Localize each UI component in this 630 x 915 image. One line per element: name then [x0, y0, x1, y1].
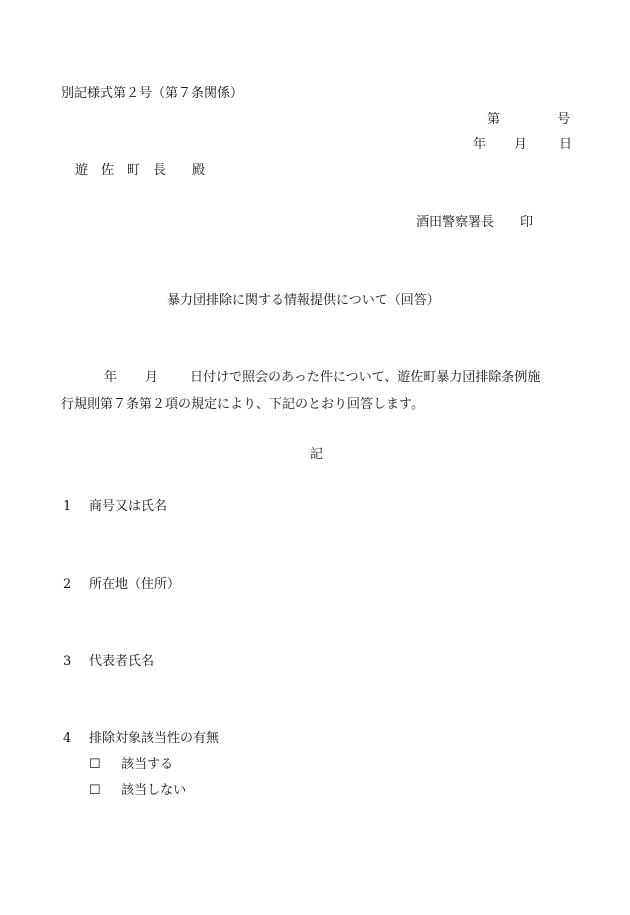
- item-4-label: 排除対象該当性の有無: [89, 731, 220, 746]
- ki-heading: 記: [310, 447, 324, 462]
- option-applicable: [89, 757, 173, 773]
- item-1-num: 1: [63, 499, 72, 514]
- item-1-label: 商号又は氏名: [89, 499, 168, 514]
- date-month: 月: [514, 137, 528, 152]
- document-title: 暴力団排除に関する情報提供について（回答）: [167, 293, 440, 308]
- body-year: 年: [104, 370, 118, 385]
- date-day: 日: [559, 137, 573, 152]
- form-label: 別記様式第２号（第７条関係）: [61, 86, 244, 101]
- addressee: 遊 佐 町 長 殿: [75, 163, 206, 178]
- option-applicable-label: 該当する: [121, 757, 174, 772]
- checkbox-applicable[interactable]: ☐: [89, 757, 101, 772]
- body-month: 月: [145, 370, 159, 385]
- date-year: 年: [473, 137, 487, 152]
- item-3-num: 3: [63, 654, 72, 669]
- body-line2: 行規則第７条第２項の規定により、下記のとおり回答します。: [61, 397, 424, 412]
- sender: 酒田警察署長 印: [416, 215, 534, 230]
- option-not-applicable-label: 該当しない: [121, 783, 187, 798]
- number-suffix: 号: [557, 112, 571, 127]
- item-3-label: 代表者氏名: [89, 654, 155, 669]
- checkbox-not-applicable[interactable]: ☐: [89, 783, 101, 798]
- number-prefix: 第: [487, 112, 501, 127]
- item-2-num: 2: [63, 577, 72, 592]
- option-not-applicable: [89, 783, 186, 799]
- body-line1: 日付けで照会のあった件について、遊佐町暴力団排除条例施: [190, 370, 541, 385]
- item-4-num: 4: [63, 731, 72, 746]
- item-2-label: 所在地（住所）: [89, 577, 181, 592]
